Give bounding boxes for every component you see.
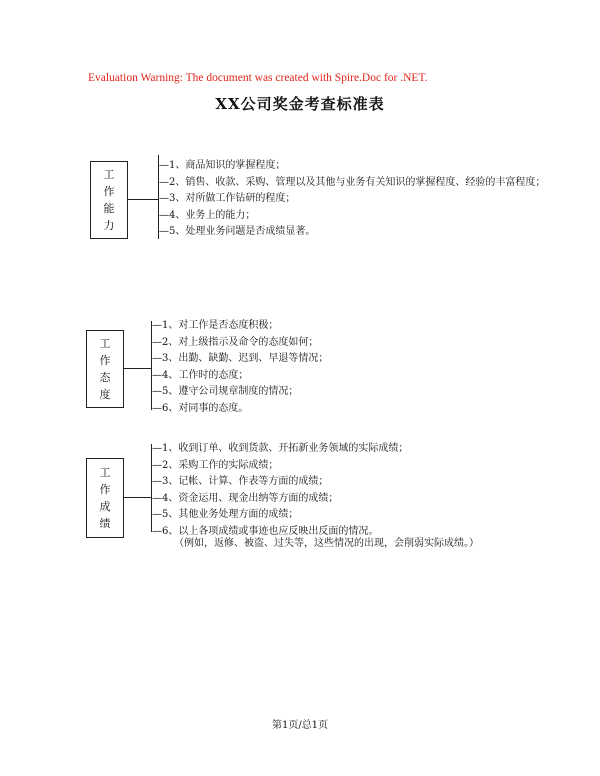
label-char: 成 [99,500,111,513]
criteria-item: —4、工作时的态度； [152,369,249,381]
label-char: 能 [103,202,115,215]
label-char: 作 [103,185,115,198]
criteria-item: —3、记帐、计算、作表等方面的成绩； [152,476,329,487]
criteria-item: —3、出勤、缺勤、迟到、早退等情况； [152,353,329,364]
criteria-item: —1、对工作是否态度积极； [152,320,279,331]
page-footer: 第1页/总1页 [271,720,329,731]
criteria-item: —5、处理业务问题是否成绩显著。 [159,226,316,237]
criteria-item: —1、收到订单、收到货款、开拓新业务领域的实际成绩； [152,443,409,454]
criteria-note: （例如，返修、被盗、过失等，这些情况的出现，会削弱实际成绩。） [174,538,479,549]
label-char: 力 [103,219,115,232]
section-label-box [86,330,124,408]
criteria-item: —2、采购工作的实际成绩； [152,459,279,471]
label-char: 工 [103,168,115,181]
criteria-item: —4、资金运用、现金出纳等方面的成绩； [152,492,339,504]
criteria-list [152,318,328,417]
label-char: 作 [99,354,111,367]
label-char: 度 [99,388,111,401]
criteria-list [159,158,545,241]
criteria-item: —5、其他业务处理方面的成绩； [152,509,299,520]
criteria-item: —1、商品知识的掌握程度； [159,160,286,171]
criteria-item: —4、业务上的能力； [159,209,256,221]
criteria-item: —2、销售、收款、采购、管理以及其他与业务有关知识的掌握程度、经验的丰富程度； [159,176,546,188]
criteria-item: —2、对上级指示及命令的态度如何； [152,336,319,348]
document-title: XX公司奖金考查标准表 [215,95,385,113]
criteria-item: —6、以上各项成绩或事迹也应反映出反面的情况。 [152,525,379,537]
connector-line [127,199,158,200]
label-char: 态 [99,371,111,384]
label-char: 绩 [99,517,111,530]
connector-line [123,497,151,498]
label-char: 作 [99,483,111,496]
label-char: 工 [99,466,111,479]
evaluation-warning: Evaluation Warning: The document was created with Spire.Doc for .NET. [88,72,428,84]
criteria-list [152,441,408,540]
label-char: 工 [99,337,111,350]
section-label-box [90,161,128,239]
section-label-box [86,458,124,538]
criteria-item: —6、对同事的态度。 [152,402,249,414]
criteria-item: —3、对所做工作钻研的程度； [159,193,296,204]
criteria-item: —5、遵守公司规章制度的情况； [152,386,299,397]
connector-line [123,368,151,369]
